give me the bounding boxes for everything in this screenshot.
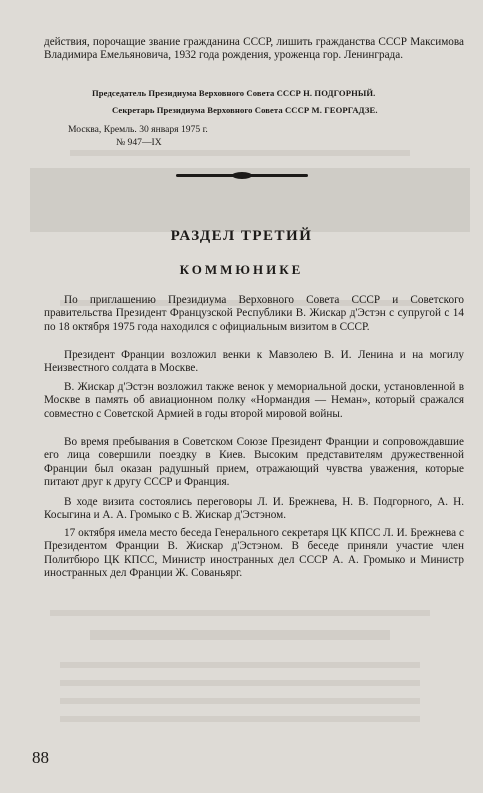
paragraph: В ходе визита состоялись переговоры Л. И. Брежнева, Н. В. Подгорного, А. Н. Косыгина и А. А. Громыко с В. Жискар д'Эстэном. — [44, 496, 464, 522]
page-number: 88 — [32, 748, 49, 767]
bleed-through-line — [60, 680, 420, 686]
bleed-through-line — [50, 610, 430, 616]
bleed-through-line — [60, 716, 420, 722]
intro-paragraph: действия, порочащие звание гражданина СССР, лишить гражданства СССР Максимова Владимира Емельяновича, 1932 года рождения, уроженца гор. Ленинграда. — [44, 36, 464, 62]
paragraph-2-block — [44, 349, 464, 376]
paragraph-1-block — [44, 294, 464, 334]
paragraph-4-block — [44, 436, 464, 490]
paragraph: 17 октября имела место беседа Генерального секретаря ЦК КПСС Л. И. Брежнева с Президентом Франции В. Жискар д'Эстэном. В беседе приняли участие член Политбюро ЦК КПСС, Министр иностранных дел СССР А. А. Громыко и Министр иностранных дел Франции Ж. Сованьярг. — [44, 527, 464, 580]
bleed-through-line — [60, 698, 420, 704]
paragraph: По приглашению Президиума Верховного Совета СССР и Советского правительства Президент Французской Республики В. Жискар д'Эстэн с супругой с 14 по 18 октября 1975 года находился с официальным визитом в СССР. — [44, 294, 464, 333]
subsection-title: КОММЮНИКЕ — [179, 262, 304, 277]
place-date: Москва, Кремль. 30 января 1975 г. — [68, 124, 208, 135]
paragraph-6-block — [44, 527, 464, 581]
ornamental-divider — [176, 174, 308, 177]
decree-number: № 947—IX — [116, 137, 162, 148]
paragraph: Президент Франции возложил венки к Мавзолею В. И. Ленина и на могилу Неизвестного солдата в Москве. — [44, 349, 464, 375]
paragraph-5-block — [44, 496, 464, 523]
bleed-through-line — [90, 630, 390, 640]
paragraph: В. Жискар д'Эстэн возложил также венок у мемориальной доски, установленной в Москве в память об авиационном полку «Нормандия — Неман», который сражался совместно с Советской Армией в годы второй мировой войны. — [44, 381, 464, 420]
bleed-through-line — [70, 150, 410, 156]
chairman-signature: Председатель Президиума Верховного Совета СССР Н. ПОДГОРНЫЙ. — [92, 88, 376, 98]
paragraph-3-block — [44, 381, 464, 421]
paragraph: Во время пребывания в Советском Союзе Президент Франции и сопровождавшие его лица совершили поездку в Киев. Высоким представителям дружественной Франции был оказан радушный прием, отражающий чувства уважения, которые питают друг к другу СССР и Франция. — [44, 436, 464, 489]
intro-paragraph-block — [44, 36, 464, 63]
bleed-through-line — [60, 662, 420, 668]
secretary-signature: Секретарь Президиума Верховного Совета СССР М. ГЕОРГАДЗЕ. — [112, 105, 378, 115]
section-title: РАЗДЕЛ ТРЕТИЙ — [170, 228, 313, 244]
